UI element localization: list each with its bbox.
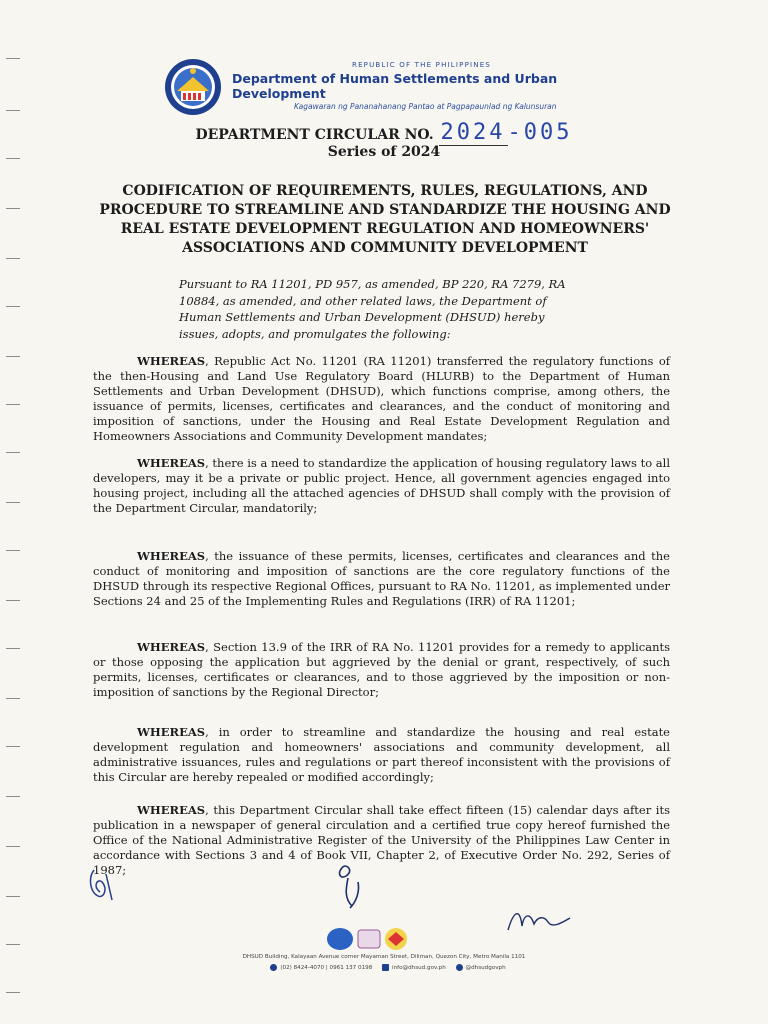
initials-signature-left — [86, 866, 120, 902]
dhsud-logo-icon — [163, 57, 223, 117]
whereas-paragraph: WHEREAS, there is a need to standardize the application of housing regulatory laws to all developers, may it be a private or public project. Hence, all government agencies engaged into housing project, including all the attached agencies of DHSUD shall comply with the provision of the Department Circular, mandatorily; — [93, 456, 670, 515]
footer-address: DHSUD Building, Kalayaan Avenue corner Mayaman Street, Diliman, Quezon City, Metro Manila 1101 — [242, 954, 526, 960]
program-logo-icon — [358, 930, 380, 948]
document-title: CODIFICATION OF REQUIREMENTS, RULES, REGULATIONS, AND PROCEDURE TO STREAMLINE AND STANDARDIZE THE HOUSING AND REAL ESTATE DEVELOPMENT REGULATION AND HOMEOWNERS' ASSOCIATIONS AND COMMUNITY DEVELOPMENT — [99, 183, 671, 256]
circular-number-sep: - — [507, 120, 524, 145]
preamble: Pursuant to RA 11201, PD 957, as amended, BP 220, RA 7279, RA 10884, as amended, and other related laws, the Department of Human Settlements and Urban Development (DHSUD) hereby issues, adopts, and promulgates the following: — [179, 277, 566, 341]
circular-label: DEPARTMENT CIRCULAR NO. — [195, 127, 434, 143]
whereas-paragraph: WHEREAS, the issuance of these permits, licenses, certificates and clearances and the conduct of monitoring and imposition of sanctions are the core regulatory functions of the DHSUD through its respective Regional Offices, pursuant to RA No. 11201, as implemented under Sections 24 and 25 of the Implementing Rules and Regulations (IRR) of RA 11201; — [93, 549, 670, 608]
footer-phone: (02) 8424-4070 | 0961 137 0198 — [280, 965, 373, 971]
whereas-paragraph: WHEREAS, in order to streamline and standardize the housing and real estate development regulation and homeowners' associations and community development, all administrative issuances, rules and regulations or part thereof inconsistent with the provisions of this Circular are hereby repealed or modified accordingly; — [93, 725, 670, 784]
whereas-paragraph: WHEREAS, Section 13.9 of the IRR of RA No. 11201 provides for a remedy to applicants or those opposing the application but aggrieved by the denial or grant, respectively, of such permits, licenses, certificates or clearances, and to those aggrieved by the imposition or non-imposition of sanctions by the Regional Director; — [93, 640, 670, 699]
department-name: Department of Human Settlements and Urban Development — [232, 71, 558, 101]
republic-label: REPUBLIC OF THE PHILIPPINES — [352, 61, 491, 69]
circular-number-year: 2024 — [440, 120, 506, 145]
footer-social: @dhsudgovph — [465, 965, 506, 971]
circular-heading — [0, 120, 768, 160]
footer-email: info@dhsud.gov.ph — [392, 965, 446, 971]
pambansang-pabahay-logo-icon — [327, 928, 353, 950]
circular-series: Series of 2024 — [327, 144, 441, 160]
letterhead — [232, 61, 632, 111]
whereas-paragraph: WHEREAS, Republic Act No. 11201 (RA 11201) transferred the regulatory functions of the then-Housing and Land Use Regulatory Board (HLURB) to the Department of Human Settlements and Urban Development (DHSUD), which functions comprise, among others, the issuance of permits, licenses, certificates and clearances, and the conduct of monitoring and imposition of sanctions, under the Housing and Real Estate Development Regulation and Homeowners Associations and Community Development mandates; — [93, 354, 670, 443]
whereas-paragraph: WHEREAS, this Department Circular shall take effect fifteen (15) calendar days after its publication in a newspaper of general circulation and a certified true copy hereof furnished the Office of the National Administrative Register of the University of the Philippines Law Center in accordance with Sections 3 and 4 of Book VII, Chapter 2, of Executive Order No. 292, Series of 1987; — [93, 803, 670, 877]
initials-signature-center — [330, 862, 370, 912]
footer-contact — [0, 964, 768, 971]
social-icon — [456, 964, 463, 971]
signature-right — [504, 904, 574, 934]
footer-logos — [326, 927, 416, 955]
email-icon — [382, 964, 389, 971]
phone-icon — [270, 964, 277, 971]
circular-number-seq: 005 — [523, 120, 573, 145]
department-tagline: Kagawaran ng Pananahanang Pantao at Pagpapaunlad ng Kalunsuran — [294, 102, 557, 111]
